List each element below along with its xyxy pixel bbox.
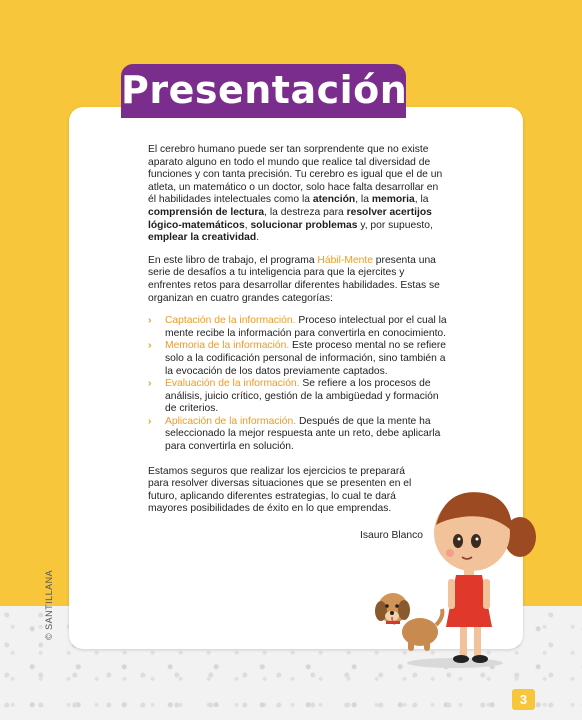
title-tab — [121, 64, 406, 118]
girl-and-dog-illustration — [360, 475, 560, 675]
page-number: 3 — [512, 689, 535, 710]
intro-bold-reading: comprensión de lectura — [148, 206, 265, 218]
category-title: Evaluación de la información. — [165, 378, 300, 390]
closing-paragraph: Estamos seguros que realizar los ejercicios te preparará para resolver diversas situaciones que se presenten en el futuro, aplicando diferentes estrategias, lo cual te dará mayores posibilidades de éxito en lo que emprendas. — [148, 465, 412, 515]
dog-icon — [375, 593, 442, 651]
category-description: Proceso intelectual por el cual la mente recibe la información para convertirla en conocimiento. — [165, 315, 447, 339]
category-list — [148, 315, 448, 454]
chevron-right-icon: › — [148, 415, 152, 427]
category-item — [148, 416, 448, 454]
category-description: Se refiere a los procesos de análisis, juicio crítico, gestión de la ambigüedad y formación de criterios. — [165, 378, 439, 415]
chevron-right-icon: › — [148, 378, 152, 390]
intro-bold-attention: atención — [312, 194, 356, 206]
category-description: Después de que la mente ha seleccionado la mejor respuesta ante un reto, debe aplicarla para convertirla en solución. — [165, 415, 441, 453]
program-name: Hábil-Mente — [317, 254, 373, 266]
intro-text-7: . — [256, 232, 260, 244]
chevron-right-icon: › — [148, 315, 152, 327]
program-text-2: presenta una serie de desafíos a tu inteligencia para que la ejercites y enfrentes retos para desarrollar diferentes habilidades. Estas se organizan en cuatro grandes categorías: — [148, 254, 440, 304]
intro-paragraph — [148, 144, 448, 245]
category-item — [148, 340, 448, 378]
intro-bold-problems: solucionar problemas — [250, 219, 358, 231]
intro-bold-logic: resolver acertijos lógico-matemáticos — [148, 206, 432, 231]
category-title: Memoria de la información. — [165, 340, 290, 352]
category-description: Este proceso mental no se refiere solo a la codificación personal de información, sino también a la evocación de los datos previamente captados. — [165, 340, 447, 377]
intro-text-2: , la — [355, 194, 372, 206]
category-title: Aplicación de la información. — [165, 415, 297, 427]
program-paragraph — [148, 255, 448, 305]
category-item — [148, 315, 448, 340]
intro-bold-memory: memoria — [371, 194, 415, 206]
program-text-1: En este libro de trabajo, el programa — [148, 254, 318, 266]
chevron-right-icon: › — [148, 340, 152, 352]
page-title: Presentación — [121, 68, 408, 112]
publisher-brand: © SANTILLANA — [44, 569, 54, 640]
author-signature: Isauro Blanco — [360, 530, 423, 542]
category-item — [148, 378, 448, 416]
girl-icon — [434, 492, 536, 663]
intro-text-5: , — [244, 219, 251, 231]
category-title: Captación de la información. — [165, 315, 296, 327]
intro-text-6: y, por supuesto, — [357, 219, 433, 231]
intro-bold-creativity: emplear la creatividad — [148, 232, 257, 244]
intro-text-1: El cerebro humano puede ser tan sorprendente que no existe aparato alguno en todo el mundo que realice tal diversidad de funciones y con tanta precisión. Tu cerebro es igual que el de un atleta, un matemático o un doctor, solo hace falta desarrollar en él habilidades intelectuales como la — [148, 144, 443, 206]
intro-text-3: , la — [414, 194, 429, 206]
intro-text-4: , la destreza para — [264, 206, 347, 218]
